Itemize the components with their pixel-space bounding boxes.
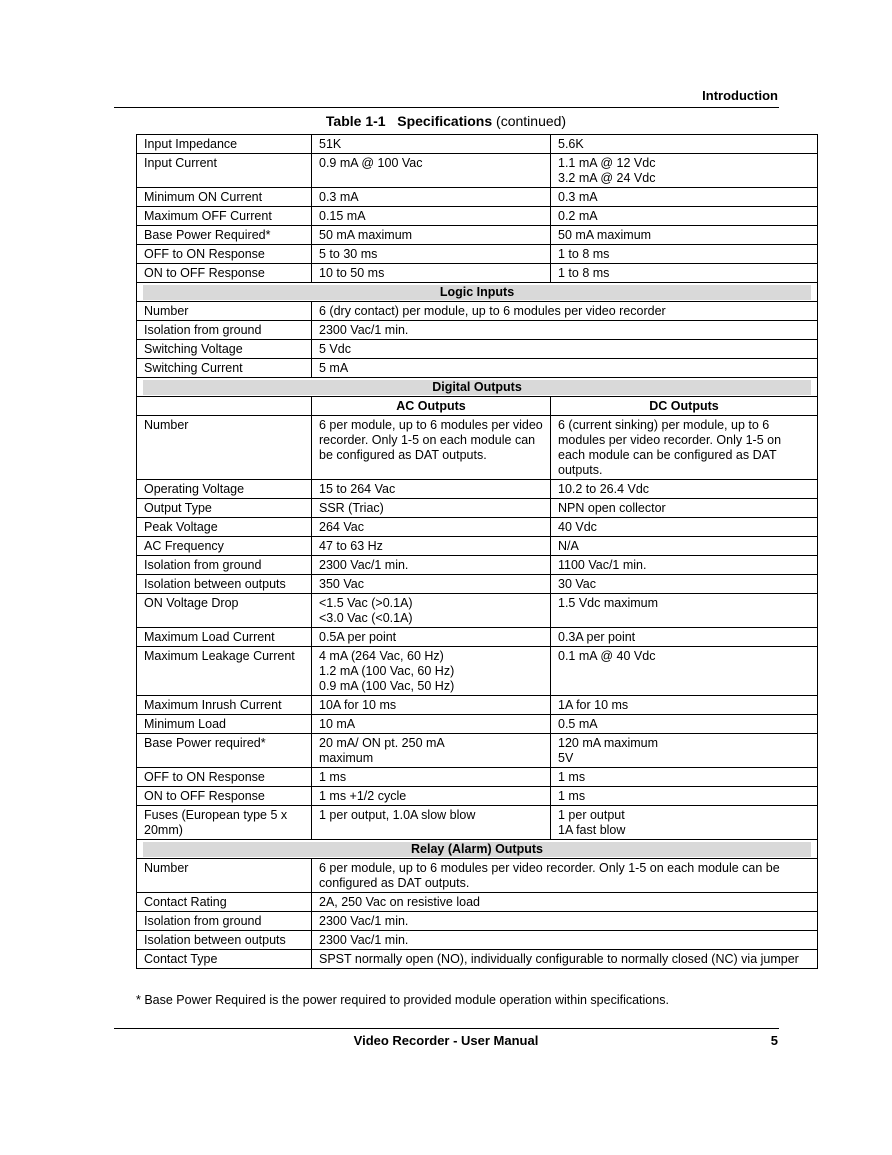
row-label: ON to OFF Response [137, 264, 312, 283]
header-rule [114, 107, 779, 108]
relay-output-row [137, 912, 818, 931]
row-label: Isolation between outputs [137, 931, 312, 950]
row-label: Switching Voltage [137, 340, 312, 359]
row-label: Isolation between outputs [137, 575, 312, 594]
dc-value: 1A for 10 ms [551, 696, 818, 715]
dc-value: 1 ms [551, 787, 818, 806]
row-label: Maximum Inrush Current [137, 696, 312, 715]
dc-value: 1.5 Vdc maximum [551, 594, 818, 628]
relay-output-row [137, 950, 818, 969]
ac-value: 51K [312, 135, 551, 154]
row-label: Fuses (European type 5 x 20mm) [137, 806, 312, 840]
ac-value: 47 to 63 Hz [312, 537, 551, 556]
logic-inputs-header [137, 283, 818, 302]
row-value: 2300 Vac/1 min. [312, 912, 818, 931]
digital-output-row [137, 628, 818, 647]
row-value: 2A, 250 Vac on resistive load [312, 893, 818, 912]
row-label: Maximum Leakage Current [137, 647, 312, 696]
row-label: Maximum OFF Current [137, 207, 312, 226]
ac-value: 0.3 mA [312, 188, 551, 207]
ac-value: <1.5 Vac (>0.1A) <3.0 Vac (<0.1A) [312, 594, 551, 628]
row-label: Peak Voltage [137, 518, 312, 537]
ac-outputs-header: AC Outputs [312, 397, 551, 416]
digital-output-row [137, 715, 818, 734]
row-label: ON to OFF Response [137, 787, 312, 806]
digital-output-row [137, 696, 818, 715]
row-label: Number [137, 416, 312, 480]
row-label: AC Frequency [137, 537, 312, 556]
dc-value: 0.3 mA [551, 188, 818, 207]
dc-value: 0.5 mA [551, 715, 818, 734]
row-label: Operating Voltage [137, 480, 312, 499]
input-row [137, 135, 818, 154]
row-value: 6 (dry contact) per module, up to 6 modules per video recorder [312, 302, 818, 321]
ac-value: 4 mA (264 Vac, 60 Hz) 1.2 mA (100 Vac, 60 Hz) 0.9 mA (100 Vac, 50 Hz) [312, 647, 551, 696]
input-row [137, 264, 818, 283]
row-label: OFF to ON Response [137, 245, 312, 264]
footer-title: Video Recorder - User Manual [353, 1033, 539, 1048]
table-caption-suffix: (continued) [492, 113, 567, 129]
ac-value: 1 per output, 1.0A slow blow [312, 806, 551, 840]
row-label: Contact Type [137, 950, 312, 969]
section-header: Introduction [702, 88, 778, 103]
digital-output-row [137, 575, 818, 594]
row-value: 5 Vdc [312, 340, 818, 359]
dc-value: 1 to 8 ms [551, 264, 818, 283]
row-label: Number [137, 859, 312, 893]
empty-header-cell [137, 397, 312, 416]
logic-input-row [137, 359, 818, 378]
logic-inputs-row [137, 283, 818, 302]
row-label: Isolation from ground [137, 321, 312, 340]
ac-value: 10 to 50 ms [312, 264, 551, 283]
dc-value: 40 Vdc [551, 518, 818, 537]
dc-value: 1 to 8 ms [551, 245, 818, 264]
row-label: Minimum Load [137, 715, 312, 734]
ac-value: 20 mA/ ON pt. 250 mA maximum [312, 734, 551, 768]
dc-value: 10.2 to 26.4 Vdc [551, 480, 818, 499]
row-label: Maximum Load Current [137, 628, 312, 647]
input-row [137, 154, 818, 188]
dc-value: 5.6K [551, 135, 818, 154]
ac-value: 15 to 264 Vac [312, 480, 551, 499]
dc-value: 1 ms [551, 768, 818, 787]
logic-input-row [137, 321, 818, 340]
ac-value: 50 mA maximum [312, 226, 551, 245]
table-caption [0, 113, 892, 129]
digital-output-row [137, 768, 818, 787]
specifications-table [136, 134, 818, 969]
dc-value: 30 Vac [551, 575, 818, 594]
dc-value: 0.3A per point [551, 628, 818, 647]
row-value: 2300 Vac/1 min. [312, 321, 818, 340]
digital-outputs-column-headers [137, 397, 818, 416]
ac-value: 10 mA [312, 715, 551, 734]
digital-output-row [137, 806, 818, 840]
relay-output-row [137, 931, 818, 950]
input-row [137, 245, 818, 264]
ac-value: 1 ms +1/2 cycle [312, 787, 551, 806]
input-row [137, 226, 818, 245]
digital-output-row [137, 416, 818, 480]
dc-value: 50 mA maximum [551, 226, 818, 245]
row-value: 5 mA [312, 359, 818, 378]
page-number: 5 [770, 1033, 778, 1048]
ac-value: 0.15 mA [312, 207, 551, 226]
input-row [137, 207, 818, 226]
relay-outputs-row [137, 840, 818, 859]
row-label: Contact Rating [137, 893, 312, 912]
relay-outputs-title: Relay (Alarm) Outputs [143, 842, 811, 857]
ac-value: 350 Vac [312, 575, 551, 594]
row-label: Base Power Required* [137, 226, 312, 245]
digital-output-row [137, 499, 818, 518]
digital-output-row [137, 787, 818, 806]
row-label: Input Impedance [137, 135, 312, 154]
ac-value: 2300 Vac/1 min. [312, 556, 551, 575]
ac-value: 5 to 30 ms [312, 245, 551, 264]
input-row [137, 188, 818, 207]
footer-rule [114, 1028, 779, 1029]
dc-value: 1 per output 1A fast blow [551, 806, 818, 840]
ac-value: 10A for 10 ms [312, 696, 551, 715]
ac-value: 0.9 mA @ 100 Vac [312, 154, 551, 188]
ac-value: 264 Vac [312, 518, 551, 537]
ac-value: 1 ms [312, 768, 551, 787]
digital-outputs-header [137, 378, 818, 397]
digital-output-row [137, 537, 818, 556]
table-caption-label: Table 1-1 Specifications [325, 113, 493, 129]
relay-output-row [137, 859, 818, 893]
row-label: Input Current [137, 154, 312, 188]
logic-inputs-title: Logic Inputs [143, 285, 811, 300]
dc-value: 0.1 mA @ 40 Vdc [551, 647, 818, 696]
ac-value: 6 per module, up to 6 modules per video recorder. Only 1-5 on each module can be configured as DAT outputs. [312, 416, 551, 480]
row-label: Isolation from ground [137, 912, 312, 931]
row-label: ON Voltage Drop [137, 594, 312, 628]
dc-value: 1100 Vac/1 min. [551, 556, 818, 575]
logic-input-row [137, 340, 818, 359]
ac-value: 0.5A per point [312, 628, 551, 647]
digital-output-row [137, 480, 818, 499]
relay-output-row [137, 893, 818, 912]
footnote: * Base Power Required is the power required to provided module operation within specifications. [136, 993, 669, 1007]
logic-input-row [137, 302, 818, 321]
digital-output-row [137, 556, 818, 575]
row-label: Isolation from ground [137, 556, 312, 575]
row-value: SPST normally open (NO), individually configurable to normally closed (NC) via jumper [312, 950, 818, 969]
digital-output-row [137, 518, 818, 537]
dc-value: NPN open collector [551, 499, 818, 518]
digital-output-row [137, 647, 818, 696]
digital-output-row [137, 734, 818, 768]
row-label: Base Power required* [137, 734, 312, 768]
ac-value: SSR (Triac) [312, 499, 551, 518]
dc-value: 6 (current sinking) per module, up to 6 modules per video recorder. Only 1-5 on each module can be configured as DAT outputs. [551, 416, 818, 480]
relay-outputs-header [137, 840, 818, 859]
row-label: Number [137, 302, 312, 321]
digital-output-row [137, 594, 818, 628]
row-value: 2300 Vac/1 min. [312, 931, 818, 950]
digital-outputs-row [137, 378, 818, 397]
row-label: OFF to ON Response [137, 768, 312, 787]
dc-value: N/A [551, 537, 818, 556]
digital-outputs-title: Digital Outputs [143, 380, 811, 395]
row-label: Output Type [137, 499, 312, 518]
dc-value: 0.2 mA [551, 207, 818, 226]
dc-outputs-header: DC Outputs [551, 397, 818, 416]
dc-value: 120 mA maximum 5V [551, 734, 818, 768]
dc-value: 1.1 mA @ 12 Vdc 3.2 mA @ 24 Vdc [551, 154, 818, 188]
row-label: Minimum ON Current [137, 188, 312, 207]
row-value: 6 per module, up to 6 modules per video recorder. Only 1-5 on each module can be configured as DAT outputs. [312, 859, 818, 893]
row-label: Switching Current [137, 359, 312, 378]
